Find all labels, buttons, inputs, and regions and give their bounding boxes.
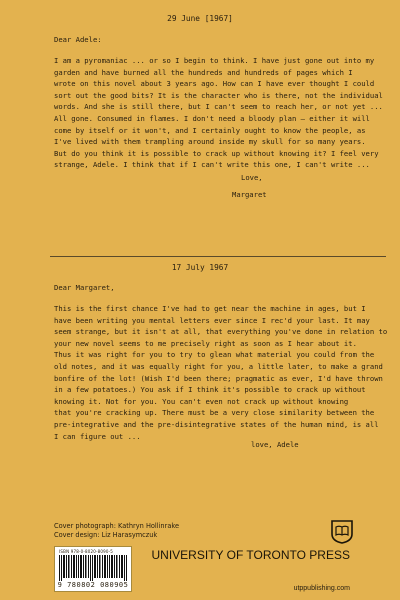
letter2-line: in a few potatoes.) You ask if I think it's possible to crack up without: [54, 385, 366, 395]
letter1-line: All gone. Consumed in flames. I don't need a bloody plan – either it will: [54, 113, 370, 123]
letter1-closing: Love,: [241, 173, 263, 182]
letter2-line: your new novel seems to me precisely right as soon as I hear about it.: [54, 338, 357, 348]
photo-credit: Cover photograph: Kathryn Hollinrake: [54, 522, 180, 530]
letter1-line: I've lived with them trampling around inside my skull for so many years.: [54, 137, 366, 147]
letter1-body: [54, 56, 384, 172]
letter2-line: that you're cracking up. There must be a very close similarity between the: [54, 408, 375, 418]
letter2-line: This is the first chance I've had to get near the machine in ages, but I: [54, 304, 366, 313]
letter2-body: [54, 304, 388, 443]
letter-divider: [50, 256, 386, 257]
letter1-line: wrote on this novel about 3 years ago. How can I have ever thought I could: [54, 79, 375, 89]
isbn-digits: 9 780802 080905: [57, 581, 129, 589]
publisher-name: UNIVERSITY OF TORONTO PRESS: [151, 548, 350, 562]
letter1-line: I am a pyromaniac ... or so I begin to think. I have just gone out into my: [54, 56, 375, 65]
letter1-signature: Margaret: [232, 190, 267, 199]
letter2-line: bonfire of the lot! (Wish I'd been there; pragmatic as ever, I'd have thrown: [54, 373, 383, 383]
letter2-line: knowing it. Not for you. You can't even not crack up without knowing: [54, 396, 349, 406]
letter2-line: I can figure out ...: [54, 431, 141, 441]
letter1-line: words. And she is still there, but I can't seem to reach her, or not yet ...: [54, 102, 383, 112]
letter1-line: But do you think it is possible to crack up without knowing it? I feel very: [54, 148, 379, 158]
letter2-line: Thus it was right for you to try to glean what material you could from the: [54, 350, 375, 360]
letter1-line: come by itself or it won't, and I certainly ought to know the people, as: [54, 125, 366, 135]
letter1-line: sort out the good bits? It is the character who is there, not the individual: [54, 90, 383, 100]
letter2-line: have been writing you mental letters ever since I rec'd your last. It may: [54, 315, 370, 325]
book-shield-icon: [331, 520, 353, 544]
isbn-barcode: [54, 546, 132, 592]
letter2-line: old notes, and it was equally right for you, a little later, to make a grand: [54, 361, 383, 371]
letter2-date: 17 July 1967: [171, 263, 229, 272]
letter1-salutation: Dear Adele:: [54, 35, 102, 44]
isbn-label: ISBN 978-0-8020-8090-5: [59, 549, 113, 554]
letter2-line: seem strange, but it isn't at all, that everything you've done in relation to: [54, 327, 388, 337]
letter1-line: garden and have burned all the hundreds and hundreds of pages which I: [54, 67, 353, 77]
letter1-line: strange, Adele. I think that if I can't write this one, I can't write ...: [54, 160, 370, 170]
letter2-signoff: love, Adele: [251, 440, 299, 449]
publisher-url[interactable]: utppublishing.com: [293, 585, 350, 592]
letter2-line: pre-integrative and the pre-disintegrative states of the human mind, is all: [54, 419, 379, 429]
letter2-salutation: Dear Margaret,: [54, 283, 115, 292]
design-credit: Cover design: Liz Harasymczuk: [54, 531, 158, 539]
cover-credits: [54, 522, 179, 540]
barcode-bars: [59, 555, 127, 581]
letter1-date: 29 June [1967]: [167, 14, 233, 23]
